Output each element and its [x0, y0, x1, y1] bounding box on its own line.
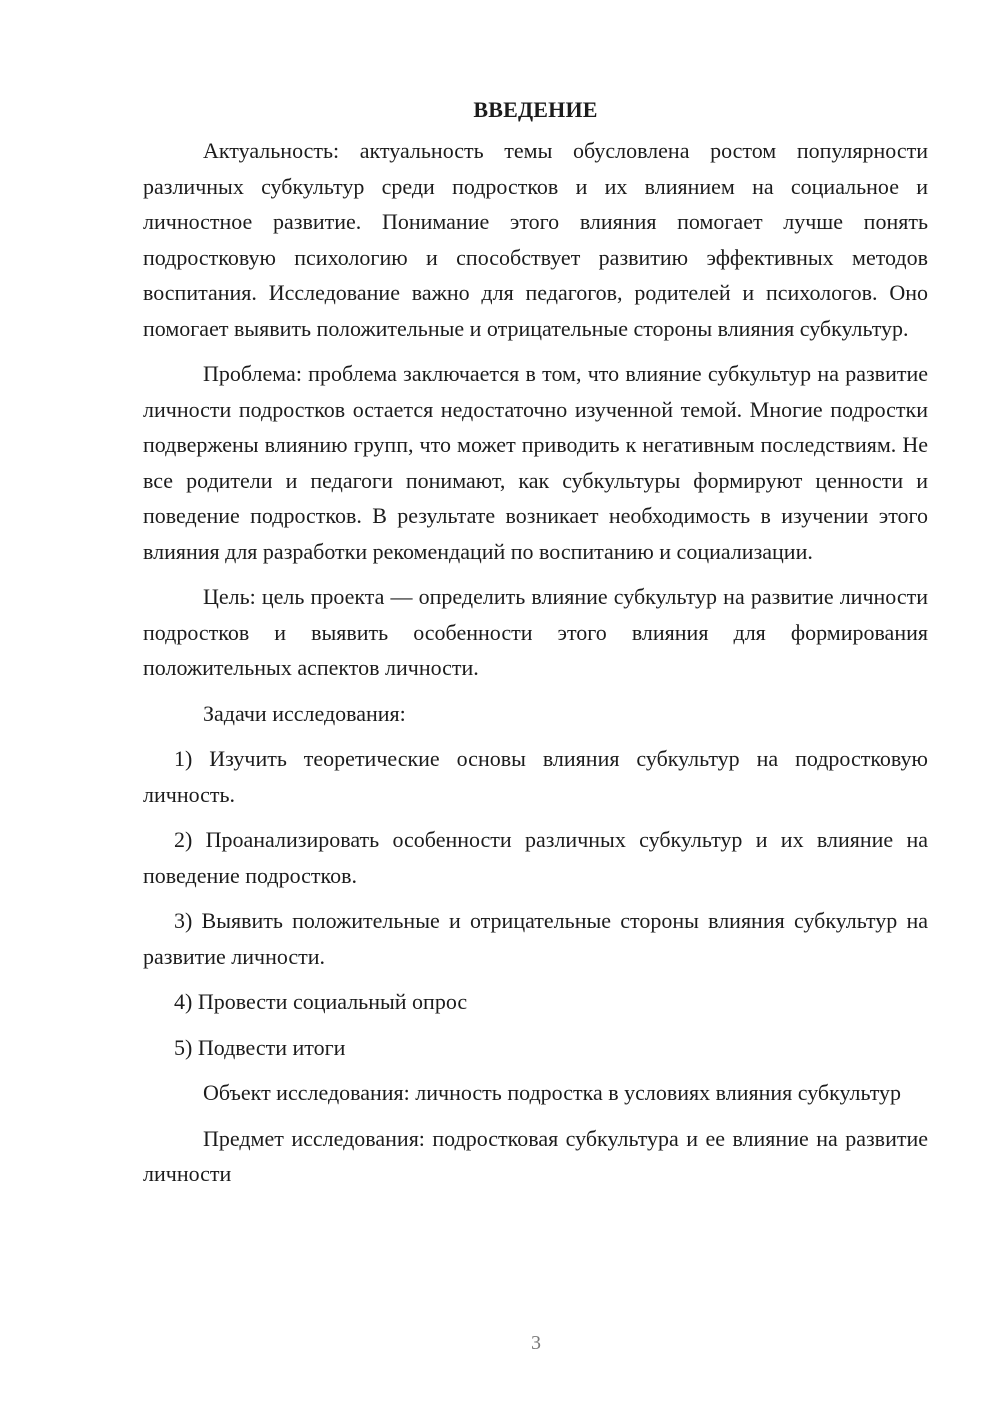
- task-item-4: 4) Провести социальный опрос: [174, 989, 468, 1014]
- tasks-heading: Задачи исследования:: [203, 700, 406, 726]
- task-item-1: 1) Изучить теоретические основы влияния субкультур на подростковую личность.: [143, 746, 928, 807]
- problem-paragraph: Проблема: проблема заключается в том, что влияние субкультур на развитие личности подростков остается недостаточно изученной темой. Многие подростки подвержены влиянию групп, что может приводить к негативным последствиям. Не все родители и педагоги понимают, как субкультуры формируют ценности и поведение подростков. В результате возникает необходимость в изучении этого влияния для разработки рекомендаций по воспитанию и социализации.: [143, 361, 928, 564]
- task-item-3: 3) Выявить положительные и отрицательные стороны влияния субкультур на развитие личности.: [143, 908, 928, 969]
- research-subject-paragraph: Предмет исследования: подростковая субкультура и ее влияние на развитие личности: [143, 1125, 928, 1186]
- goal-paragraph: Цель: цель проекта — определить влияние субкультур на развитие личности подростков и выявить особенности этого влияния для формирования положительных аспектов личности.: [143, 584, 928, 680]
- relevance-paragraph: Актуальность: актуальность темы обусловлена ростом популярности различных субкультур среди подростков и их влиянием на социальное и личностное развитие. Понимание этого влияния помогает лучше понять подростковую психологию и способствует развитию эффективных методов воспитания. Исследование важно для педагогов, родителей и психологов. Оно помогает выявить положительные и отрицательные стороны влияния субкультур.: [143, 138, 928, 341]
- page-title: ВВЕДЕНИЕ: [473, 97, 598, 122]
- research-object-paragraph: Объект исследования: личность подростка в условиях влияния субкультур: [203, 1080, 902, 1105]
- page-number: 3: [531, 1332, 541, 1354]
- task-item-5: 5) Подвести итоги: [174, 1034, 346, 1060]
- document-page: [143, 92, 928, 1202]
- task-item-2: 2) Проанализировать особенности различных субкультур и их влияние на поведение подростков.: [143, 827, 928, 888]
